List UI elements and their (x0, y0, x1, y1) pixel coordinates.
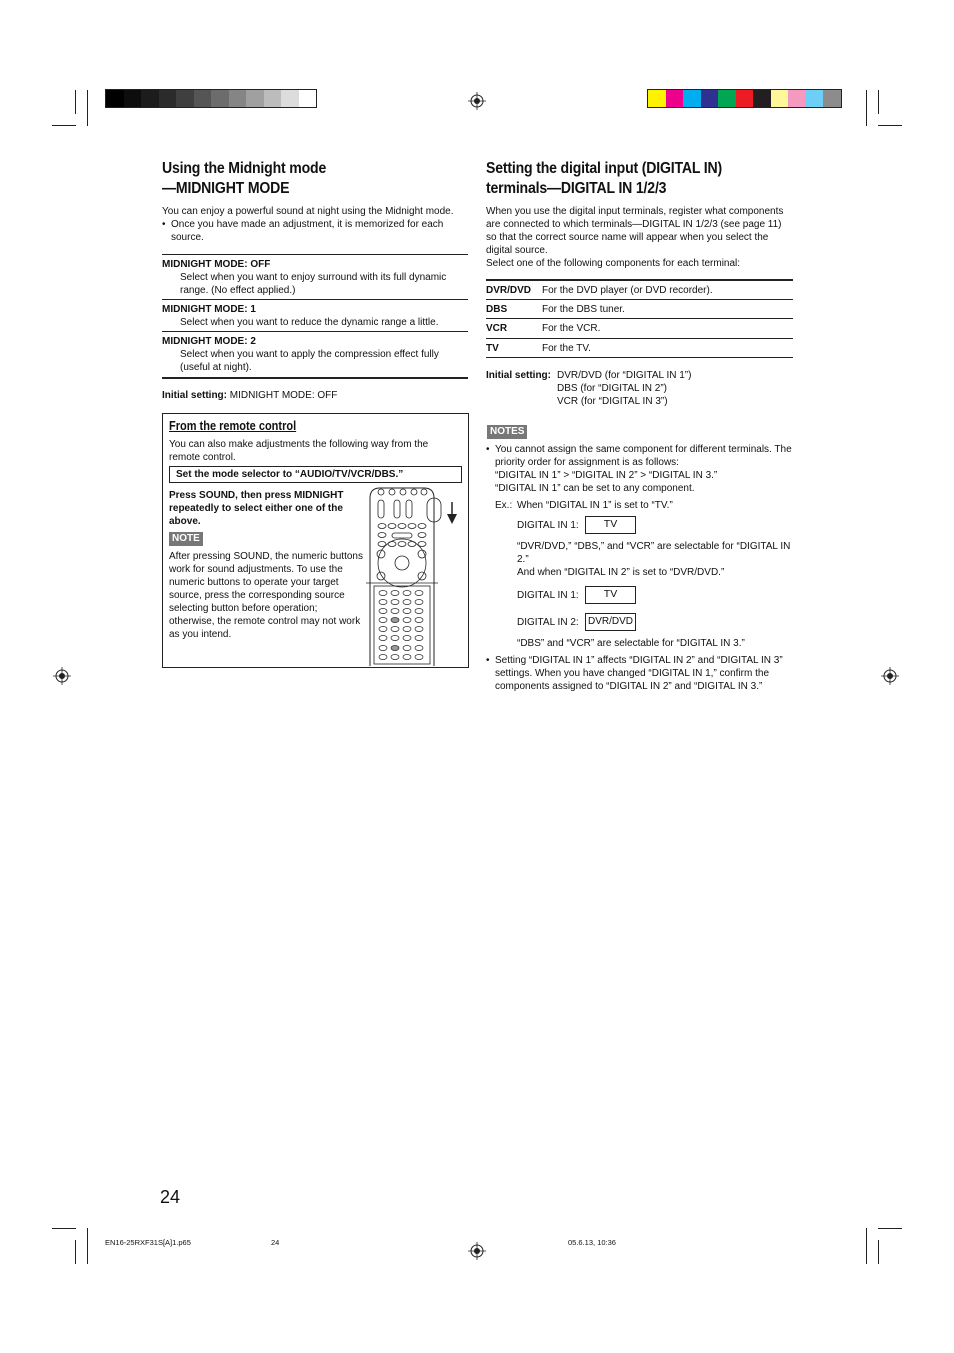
left-intro (162, 205, 468, 244)
divider (162, 377, 468, 379)
color-swatch (753, 90, 771, 107)
gray-swatch (106, 90, 124, 107)
page-number: 24 (160, 1187, 181, 1207)
table-value: For the VCR. (542, 323, 601, 334)
right-initial-label: Initial setting: (486, 370, 551, 381)
digital-in-1-display: TV (585, 516, 636, 534)
gray-swatch (246, 90, 264, 107)
color-swatch (701, 90, 719, 107)
table-key: VCR (486, 323, 508, 334)
gray-swatch (176, 90, 194, 107)
footer-file: EN16-25RXF31S[A]1.p65 (105, 1238, 191, 1247)
table-key: DBS (486, 304, 508, 315)
right-title-line2: terminals—DIGITAL IN 1/2/3 (486, 180, 667, 197)
table-key: TV (486, 343, 499, 354)
gray-swatch (194, 90, 212, 107)
divider (486, 299, 793, 300)
mode-1-item (162, 303, 468, 329)
gray-swatch (141, 90, 159, 107)
left-title (162, 159, 482, 199)
mode-2-desc: Select when you want to apply the compression effect fully (useful at night). (180, 349, 439, 373)
color-swatch (788, 90, 806, 107)
right-intro-text: When you use the digital input terminals, register what components are connected to which terminals—DIGITAL IN 1/2/3 (see page 11) so that the correct source name will appear when you select the digital source. (486, 206, 784, 256)
grayscale-calibration-bar (105, 89, 317, 108)
right-title (486, 159, 846, 199)
example-and-text: And when “DIGITAL IN 2” is set to “DVR/DVD.” (517, 567, 725, 578)
color-swatch (666, 90, 684, 107)
color-swatch (771, 90, 789, 107)
gray-swatch (159, 90, 177, 107)
color-swatch (683, 90, 701, 107)
initial-value-1: DVR/DVD (for “DIGITAL IN 1”) (557, 370, 692, 381)
divider (486, 338, 793, 339)
color-swatch (806, 90, 824, 107)
divider (162, 254, 468, 255)
gray-swatch (124, 90, 142, 107)
divider (162, 331, 468, 332)
note-badge: NOTE (169, 532, 203, 546)
mode-off-item (162, 258, 468, 297)
color-swatch (718, 90, 736, 107)
right-intro-text2: Select one of the following components for each terminal: (486, 258, 741, 269)
color-swatch (648, 90, 666, 107)
notes-badge: NOTES (487, 425, 527, 439)
remote-note-text: After pressing SOUND, the numeric buttons work for sound adjustments. To use the numeric buttons to operate your target source, press the corresponding source selecting button before operation; otherwise, the remote control may not work as you intend. (169, 551, 363, 640)
color-calibration-bar (647, 89, 842, 108)
digital-in-2-display: DVR/DVD (585, 613, 636, 631)
remote-heading: From the remote control (169, 419, 297, 433)
left-title-line2: —MIDNIGHT MODE (162, 180, 290, 197)
initial-setting-value: MIDNIGHT MODE: OFF (229, 390, 338, 401)
table-value: For the DBS tuner. (542, 304, 625, 315)
mode-2-item (162, 335, 468, 374)
example-selectable-2: “DBS” and “VCR” are selectable for “DIGITAL IN 3.” (517, 638, 745, 649)
remote-intro: You can also make adjustments the following way from the remote control. (169, 439, 429, 463)
remote-control-illustration (366, 486, 466, 666)
right-title-line1: Setting the digital input (DIGITAL IN) (486, 160, 723, 177)
footer-page: 24 (271, 1238, 280, 1247)
color-swatch (736, 90, 754, 107)
gray-swatch (211, 90, 229, 107)
divider (486, 318, 793, 319)
gray-swatch (299, 90, 317, 107)
note-1-any: “DIGITAL IN 1” can be set to any component. (495, 483, 695, 494)
table-top-rule (486, 279, 793, 281)
table-value: For the TV. (542, 343, 591, 354)
example-selectable-text: “DVR/DVD,” “DBS,” and “VCR” are selectable for “DIGITAL IN 2.” (517, 541, 791, 565)
remote-instruction: Press SOUND, then press MIDNIGHT repeatedly to select either one of the above. (169, 490, 344, 527)
color-swatch (823, 90, 841, 107)
example-selectable (517, 540, 797, 579)
note-2 (486, 654, 796, 693)
table-value: For the DVD player (or DVD recorder). (542, 285, 713, 296)
initial-value-2: DBS (for “DIGITAL IN 2”) (557, 383, 668, 394)
right-intro (486, 205, 792, 270)
digital-in-1-label: DIGITAL IN 1: (517, 520, 579, 531)
gray-swatch (264, 90, 282, 107)
note-1 (486, 443, 796, 495)
note-1-text: • You cannot assign the same component for different terminals. The priority order for assignment is as follows: (486, 443, 796, 469)
initial-value-3: VCR (for “DIGITAL IN 3”) (557, 396, 668, 407)
digital-in-2-label: DIGITAL IN 2: (517, 617, 579, 628)
registration-mark-icon (468, 92, 486, 110)
left-title-line1: Using the Midnight mode (162, 160, 327, 177)
left-initial-setting (162, 389, 468, 402)
mode-2-label: MIDNIGHT MODE: 2 (162, 336, 256, 347)
table-key: DVR/DVD (486, 285, 532, 296)
right-initial-values (557, 369, 793, 408)
initial-setting-label: Initial setting: (162, 390, 227, 401)
divider (162, 299, 468, 300)
note-1-order: “DIGITAL IN 1” > “DIGITAL IN 2” > “DIGITAL IN 3.” (495, 470, 718, 481)
left-intro-bullet: • Once you have made an adjustment, it is memorized for each source. (162, 218, 468, 244)
mode-1-desc: Select when you want to reduce the dynamic range a little. (180, 317, 439, 328)
left-intro-text: You can enjoy a powerful sound at night using the Midnight mode. (162, 206, 454, 217)
digital-in-1b-label: DIGITAL IN 1: (517, 590, 579, 601)
gray-swatch (229, 90, 247, 107)
gray-swatch (281, 90, 299, 107)
digital-in-1b-display: TV (585, 586, 636, 604)
registration-mark-icon (53, 667, 71, 685)
table-bottom-rule (486, 357, 793, 358)
footer-datetime: 05.6.13, 10:36 (568, 1238, 616, 1247)
registration-mark-icon (881, 667, 899, 685)
registration-mark-icon (468, 1242, 486, 1260)
note-2-text: • Setting “DIGITAL IN 1” affects “DIGITAL IN 2” and “DIGITAL IN 3” settings. When you have changed “DIGITAL IN 1,” confirm the components assigned to “DIGITAL IN 2” and “DIGITAL IN 3.” (486, 654, 796, 693)
mode-off-desc: Select when you want to enjoy surround with its full dynamic range. (No effect applied.) (180, 272, 447, 296)
example-label: Ex.: (495, 500, 513, 511)
mode-off-label: MIDNIGHT MODE: OFF (162, 259, 271, 270)
mode-1-label: MIDNIGHT MODE: 1 (162, 304, 256, 315)
mode-selector-box: Set the mode selector to “AUDIO/TV/VCR/DBS.” (169, 466, 462, 483)
example-text: When “DIGITAL IN 1” is set to “TV.” (517, 500, 673, 511)
